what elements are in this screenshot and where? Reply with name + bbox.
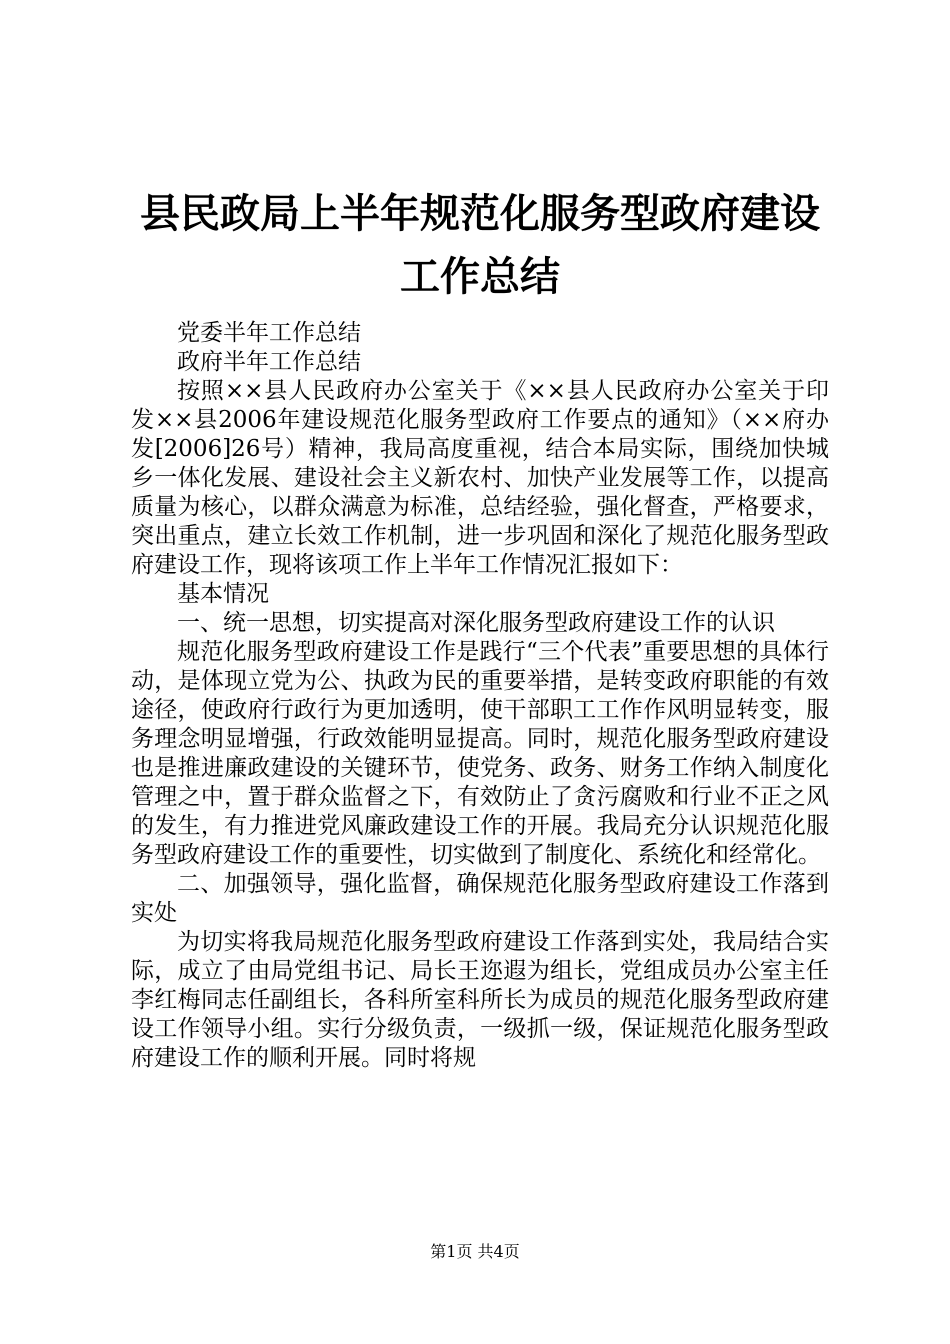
paragraph-intro: 按照××县人民政府办公室关于《××县人民政府办公室关于印发××县2006年建设规范化服务型政府工作要点的通知》（××府办发[2006]26号）精神，我局高度重视，结合本局实际，围绕加快城乡一体化发展、建设社会主义新农村、加快产业发展等工作，以提高质量为核心，以群众满意为标准，总结经验，强化督查，严格要求，突出重点，建立长效工作机制，进一步巩固和深化了规范化服务型政府建设工作，现将该项工作上半年工作情况汇报如下：: [131, 378, 829, 578]
section-heading-two: 二、加强领导，强化监督，确保规范化服务型政府建设工作落到实处: [131, 871, 829, 926]
page-footer: 第1页 共4页: [430, 1242, 520, 1261]
section-heading-basic: 基本情况: [177, 581, 269, 607]
document-body: [131, 319, 829, 1073]
paragraph-section-two: 为切实将我局规范化服务型政府建设工作落到实处，我局结合实际，成立了由局党组书记、局长王迩遐为组长，党组成员办公室主任李红梅同志任副组长，各科所室科所长为成员的规范化服务型政府建设工作领导小组。实行分级负责，一级抓一级，保证规范化服务型政府建设工作的顺利开展。同时将规: [131, 929, 829, 1071]
paragraph-section-one: 规范化服务型政府建设工作是践行“三个代表”重要思想的具体行动，是体现立党为公、执政为民的重要举措，是转变政府职能的有效途径，使政府行政行为更加透明，使干部职工工作作风明显转变，服务理念明显增强，行政效能明显提高。同时，规范化服务型政府建设也是推进廉政建设的关键环节，使党务、政务、财务工作纳入制度化管理之中，置于群众监督之下，有效防止了贪污腐败和行业不正之风的发生，有力推进党风廉政建设工作的开展。我局充分认识规范化服务型政府建设工作的重要性，切实做到了制度化、系统化和经常化。: [131, 639, 829, 868]
paragraph-government-summary: 政府半年工作总结: [177, 349, 361, 375]
document-title: 县民政局上半年规范化服务型政府建设工作总结: [140, 191, 820, 300]
paragraph-party-summary: 党委半年工作总结: [177, 320, 361, 346]
document-page: [131, 0, 829, 1073]
section-heading-one: 一、统一思想，切实提高对深化服务型政府建设工作的认识: [177, 610, 775, 636]
